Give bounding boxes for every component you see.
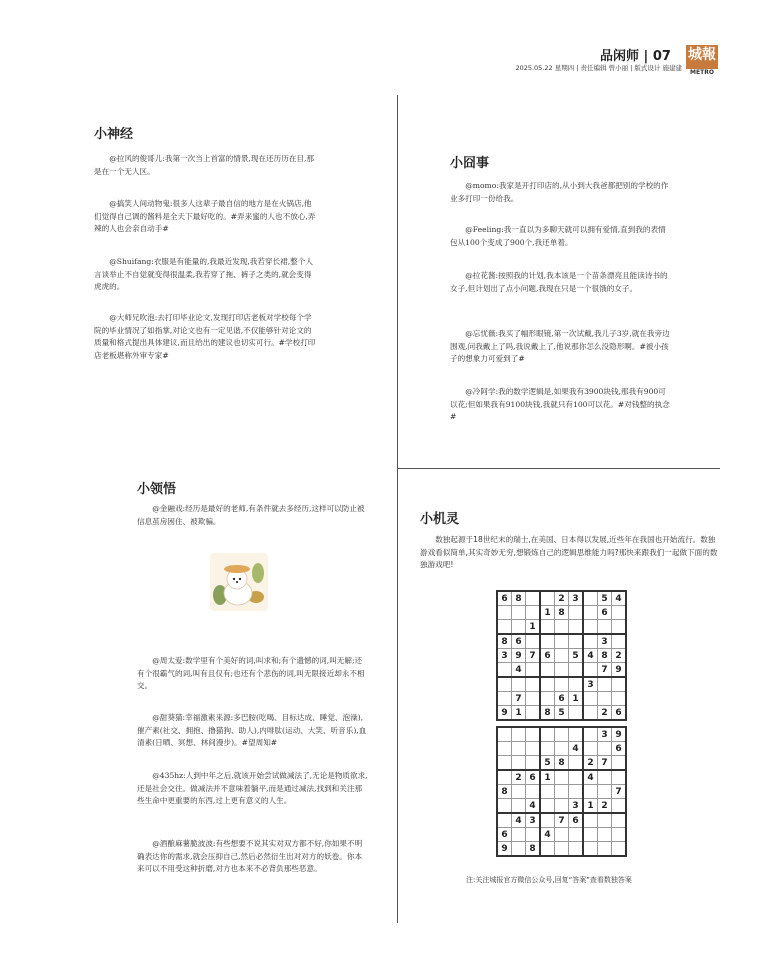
sudoku-empty-cell[interactable] [540,663,555,678]
sudoku-given-cell: 4 [583,770,598,785]
sudoku-empty-cell[interactable] [569,727,584,742]
page-number: 07 [652,49,671,64]
sudoku-empty-cell[interactable] [598,692,612,706]
sudoku-given-cell: 4 [612,591,627,606]
post-paragraph: @momo:我家是开打印店的,从小到大我爸都把别的学校的作业多打印一份给我。 [450,181,669,203]
sudoku-empty-cell[interactable] [583,742,598,756]
sudoku-empty-cell[interactable] [540,634,555,649]
sudoku-empty-cell[interactable] [497,799,512,814]
post-paragraph: @酒酿麻薯脆波波:有些想要不说其实对双方都不好,你如果不明确表达你的需求,就会压抑自己,然后必然衍生出对对方的妖卷。你本来可以不用受这种折磨,对方也本来不必背负那些恶意。 [137,839,363,873]
sudoku-empty-cell[interactable] [540,842,555,857]
sudoku-empty-cell[interactable] [540,677,555,692]
sudoku-empty-cell[interactable] [612,692,627,706]
sudoku-empty-cell[interactable] [512,799,526,814]
hat-icon [224,565,250,573]
sudoku-grid-2[interactable] [496,726,627,857]
sudoku-empty-cell[interactable] [497,756,512,771]
sudoku-empty-cell[interactable] [569,634,584,649]
sudoku-given-cell: 4 [569,742,584,756]
sudoku-empty-cell[interactable] [569,706,584,721]
sudoku-given-cell: 3 [598,727,612,742]
sudoku-row [497,634,626,649]
sudoku-given-cell: 8 [497,634,512,649]
sudoku-row [497,706,626,721]
sudoku-empty-cell[interactable] [497,663,512,678]
sudoku-empty-cell[interactable] [583,591,598,606]
sudoku-empty-cell[interactable] [526,785,541,799]
intro-paragraph: @金融戏:经历是最好的老师,有条件就去多经历,这样可以防止被信息茧房困住、被欺骗。 [137,504,365,526]
section-divider [398,468,720,469]
sudoku-empty-cell[interactable] [583,620,598,635]
sudoku-row [497,770,626,785]
sudoku-empty-cell[interactable] [497,742,512,756]
sudoku-given-cell: 2 [512,770,526,785]
sudoku-given-cell: 4 [540,828,555,842]
sudoku-row [497,606,626,620]
sudoku-empty-cell[interactable] [583,706,598,721]
sudoku-empty-cell[interactable] [555,785,569,799]
sudoku-row [497,785,626,799]
sudoku-empty-cell[interactable] [612,677,627,692]
sudoku-given-cell: 6 [612,742,627,756]
section-title-jiongshi: 小囧事 [450,156,490,171]
sudoku-empty-cell[interactable] [497,727,512,742]
post-paragraph: @Feeling:我一直以为多聊天就可以拥有爱情,直到我的表情包从100个变成了900个,我还单着。 [450,225,666,247]
sudoku-row [497,813,626,828]
sudoku-row [497,842,626,857]
sudoku-empty-cell[interactable] [540,591,555,606]
sudoku-empty-cell[interactable] [612,828,627,842]
sudoku-given-cell: 2 [598,706,612,721]
sudoku-row [497,756,626,771]
sudoku-empty-cell[interactable] [583,813,598,828]
sudoku-empty-cell[interactable] [569,785,584,799]
sudoku-empty-cell[interactable] [555,677,569,692]
sudoku-empty-cell[interactable] [569,620,584,635]
sudoku-given-cell: 3 [569,591,584,606]
sudoku-empty-cell[interactable] [512,828,526,842]
sudoku-row [497,692,626,706]
sudoku-given-cell: 1 [512,706,526,721]
post-paragraph: @拉风的俊哥儿:我第一次当上首富的情景,现在还历历在目,那是在一个无人区。 [94,154,315,176]
sudoku-empty-cell[interactable] [555,799,569,814]
sudoku-given-cell: 1 [526,620,541,635]
puppy-illustration [210,553,268,611]
sudoku-empty-cell[interactable] [569,677,584,692]
sudoku-given-cell: 5 [598,591,612,606]
sudoku-empty-cell[interactable] [583,842,598,857]
sudoku-empty-cell[interactable] [526,692,541,706]
sudoku-empty-cell[interactable] [512,756,526,771]
sudoku-empty-cell[interactable] [583,663,598,678]
sudoku-empty-cell[interactable] [612,813,627,828]
sudoku-empty-cell[interactable] [612,799,627,814]
sudoku-empty-cell[interactable] [512,727,526,742]
sudoku-empty-cell[interactable] [555,663,569,678]
sudoku-given-cell: 7 [612,785,627,799]
sudoku-given-cell: 1 [583,799,598,814]
sudoku-empty-cell[interactable] [526,756,541,771]
sudoku-given-cell: 6 [526,770,541,785]
sudoku-empty-cell[interactable] [512,606,526,620]
sudoku-empty-cell[interactable] [569,756,584,771]
sudoku-row [497,663,626,678]
sudoku-given-cell: 4 [512,813,526,828]
sudoku-intro: 数独起源于18世纪末的瑞士,在美国、日本得以发展,近些年在我国也开始流行。数独游戏看似简单,其实奇妙无穷,想锻炼自己的逻辑思维能力吗?那快来跟我们一起做下面的数独游戏吧! [420,535,718,569]
leaf-icon [252,563,264,583]
sudoku-row [497,677,626,692]
sudoku-empty-cell[interactable] [540,742,555,756]
sudoku-given-cell: 9 [612,663,627,678]
sudoku-empty-cell[interactable] [555,620,569,635]
sudoku-empty-cell[interactable] [540,799,555,814]
sudoku-row [497,828,626,842]
sudoku-given-cell: 8 [555,756,569,771]
section-title-lingwu: 小领悟 [137,482,177,497]
sudoku-empty-cell[interactable] [555,634,569,649]
sudoku-given-cell: 6 [569,813,584,828]
sudoku-empty-cell[interactable] [555,828,569,842]
sudoku-given-cell: 6 [497,828,512,842]
sudoku-given-cell: 5 [569,649,584,663]
sudoku-given-cell: 8 [540,706,555,721]
sudoku-empty-cell[interactable] [612,770,627,785]
sudoku-given-cell: 7 [598,756,612,771]
sudoku-given-cell: 6 [598,606,612,620]
sudoku-empty-cell[interactable] [583,785,598,799]
sudoku-empty-cell[interactable] [612,756,627,771]
sudoku-empty-cell[interactable] [526,706,541,721]
sudoku-given-cell: 3 [569,799,584,814]
sudoku-row [497,742,626,756]
sudoku-given-cell: 5 [540,756,555,771]
sudoku-empty-cell[interactable] [497,813,512,828]
sudoku-given-cell: 8 [555,606,569,620]
sudoku-given-cell: 9 [497,706,512,721]
sudoku-empty-cell[interactable] [583,634,598,649]
sudoku-row [497,620,626,635]
column-name: 品闲师 [600,49,640,64]
column-divider-bottom [397,468,398,923]
sudoku-empty-cell[interactable] [497,677,512,692]
sudoku-given-cell: 4 [583,649,598,663]
section-title-shenjing: 小神经 [94,127,134,142]
sudoku-empty-cell[interactable] [598,677,612,692]
sudoku-empty-cell[interactable] [583,606,598,620]
sudoku-given-cell: 9 [512,649,526,663]
sudoku-row [497,591,626,606]
sudoku-given-cell: 7 [526,649,541,663]
post-paragraph: @大师兄吹泡:去打印毕业论文,发现打印店老板对学校每个学院的毕业情况了如指掌,对论文也有一定见谐,不仅能够针对论文的质量和格式提出具体建议,而且给出的建议也切实可行。#学校打印店老板堪称外审专家# [94,313,316,360]
sudoku-empty-cell[interactable] [540,785,555,799]
sudoku-empty-cell[interactable] [583,828,598,842]
sudoku-empty-cell[interactable] [540,813,555,828]
post-paragraph: @搞笑人间动物鬼:很多人这辈子最自信的地方是在火锅店,他们觉得自己调的酱料是全天下最好吃的。#弄来蜜的人也不放心,弄辣的人也会亲自动手# [94,199,316,233]
sudoku-given-cell: 8 [497,785,512,799]
sudoku-given-cell: 4 [512,663,526,678]
sudoku-empty-cell[interactable] [612,842,627,857]
sudoku-empty-cell[interactable] [598,785,612,799]
post-paragraph: @忘忧薇:我买了幅形眼镜,第一次试戴,我儿子3岁,就在我旁边围观,问我戴上了吗,我说戴上了,他说那你怎么没隐形啊。#被小孩子的想象力可爱到了# [450,329,670,363]
sudoku-empty-cell[interactable] [612,620,627,635]
sudoku-empty-cell[interactable] [569,842,584,857]
sudoku-empty-cell[interactable] [512,785,526,799]
sudoku-empty-cell[interactable] [598,828,612,842]
column-divider-top [397,95,398,470]
post-paragraph: @拉花酱:按照我的计划,我本该是一个苗条漂亮且能读诗书的女子,但计划出了点小问题,我现在只是一个很饿的女子。 [450,271,668,293]
sudoku-given-cell: 3 [583,677,598,692]
sudoku-empty-cell[interactable] [612,606,627,620]
sudoku-empty-cell[interactable] [526,634,541,649]
sudoku-empty-cell[interactable] [526,663,541,678]
date-line: 2025.05.22 星期四 | 责任编辑 曾小丽 | 版式设计 施建建 [515,64,682,72]
post-paragraph: @Shuifang:衣服是有能量的,我最近发现,我若穿长裙,整个人言谈举止不自觉就变得很温柔,我若穿了拖、裤子之类的,就会变得虎虎的。 [94,257,313,291]
sudoku-empty-cell[interactable] [555,649,569,663]
sudoku-empty-cell[interactable] [540,727,555,742]
sudoku-empty-cell[interactable] [540,620,555,635]
sudoku-given-cell: 3 [497,649,512,663]
sudoku-given-cell: 7 [512,692,526,706]
sudoku-given-cell: 6 [540,649,555,663]
sudoku-given-cell: 1 [540,770,555,785]
sudoku-empty-cell[interactable] [526,606,541,620]
sudoku-given-cell: 8 [526,842,541,857]
sudoku-given-cell: 1 [569,692,584,706]
sudoku-row [497,649,626,663]
sudoku-empty-cell[interactable] [512,742,526,756]
sudoku-empty-cell[interactable] [512,677,526,692]
sudoku-given-cell: 7 [598,663,612,678]
sudoku-given-cell: 9 [497,842,512,857]
sudoku-row [497,799,626,814]
sudoku-empty-cell[interactable] [555,742,569,756]
sudoku-empty-cell[interactable] [598,770,612,785]
sudoku-given-cell: 6 [555,692,569,706]
logo-text: 城報 [688,47,716,63]
sudoku-empty-cell[interactable] [598,842,612,857]
post-paragraph: @甜葵猫:幸福激素来源:多巴胺(吃喝、目标达成、睡觉、泡澡),催产素(社交、拥抱、撸猫狗、助人),内啡肽(运动、大笑、听音乐),血清素(日晒、冥想、林间漫步)。#望周知# [137,713,367,747]
sudoku-given-cell: 8 [598,649,612,663]
sudoku-empty-cell[interactable] [526,677,541,692]
sudoku-empty-cell[interactable] [569,770,584,785]
sudoku-empty-cell[interactable] [598,742,612,756]
sudoku-given-cell: 3 [598,634,612,649]
column-header: 品闲师 | 07 [600,49,671,64]
sudoku-given-cell: 2 [612,649,627,663]
post-paragraph: @435hz:人到中年之后,就该开始尝试做减法了,无论是物质欲求,还是社会交往。做减法并不意味着躺平,而是通过减法,找到和关注那些生命中更重要的东西,过上更有意义的人生。 [137,771,368,805]
newspaper-logo [686,45,718,76]
section-title-jiling: 小机灵 [420,512,460,527]
sudoku-given-cell: 3 [526,813,541,828]
sudoku-empty-cell[interactable] [583,727,598,742]
sudoku-empty-cell[interactable] [569,828,584,842]
sudoku-empty-cell[interactable] [612,634,627,649]
answer-note: 注:关注城报官方微信公众号,回复“答案”查看数独答案 [466,876,632,884]
sudoku-empty-cell[interactable] [526,591,541,606]
sudoku-given-cell: 4 [526,799,541,814]
nose-icon [236,581,238,583]
sudoku-empty-cell[interactable] [540,692,555,706]
sudoku-empty-cell[interactable] [555,727,569,742]
sudoku-empty-cell[interactable] [497,770,512,785]
sudoku-given-cell: 7 [555,813,569,828]
sudoku-empty-cell[interactable] [569,606,584,620]
eye-icon [233,578,235,580]
sudoku-empty-cell[interactable] [512,842,526,857]
sudoku-empty-cell[interactable] [497,606,512,620]
sudoku-given-cell: 8 [512,591,526,606]
sudoku-empty-cell[interactable] [598,620,612,635]
sudoku-given-cell: 2 [583,756,598,771]
sudoku-empty-cell[interactable] [555,842,569,857]
sudoku-grid-1[interactable] [496,590,627,721]
sudoku-empty-cell[interactable] [497,692,512,706]
sudoku-empty-cell[interactable] [497,620,512,635]
sudoku-given-cell: 1 [540,606,555,620]
sudoku-given-cell: 6 [497,591,512,606]
eye-icon [239,578,241,580]
sudoku-empty-cell[interactable] [569,663,584,678]
sudoku-empty-cell[interactable] [512,620,526,635]
post-paragraph: @冷阿学:我的数学逻辑是,如果我有3900块钱,那我有900可以花;但如果我有9100块钱,我就只有100可以花。#对钱整的执念# [450,387,670,421]
sudoku-given-cell: 5 [555,706,569,721]
sudoku-empty-cell[interactable] [555,770,569,785]
sudoku-empty-cell[interactable] [583,692,598,706]
post-paragraph: @周太爱:数学里有个美好的词,叫求和;有个遗憾的词,叫无解;还有个很霸气的词,叫有且仅有;也还有个悲伤的词,叫无限接近却永不相交。 [137,656,365,690]
sudoku-empty-cell[interactable] [598,813,612,828]
logo-subtext: METRO [686,69,718,77]
sudoku-empty-cell[interactable] [526,742,541,756]
sudoku-given-cell: 9 [612,727,627,742]
sudoku-given-cell: 6 [612,706,627,721]
sudoku-given-cell: 6 [512,634,526,649]
sudoku-given-cell: 2 [598,799,612,814]
sudoku-empty-cell[interactable] [526,727,541,742]
sudoku-row [497,727,626,742]
sudoku-given-cell: 2 [555,591,569,606]
sudoku-empty-cell[interactable] [526,828,541,842]
